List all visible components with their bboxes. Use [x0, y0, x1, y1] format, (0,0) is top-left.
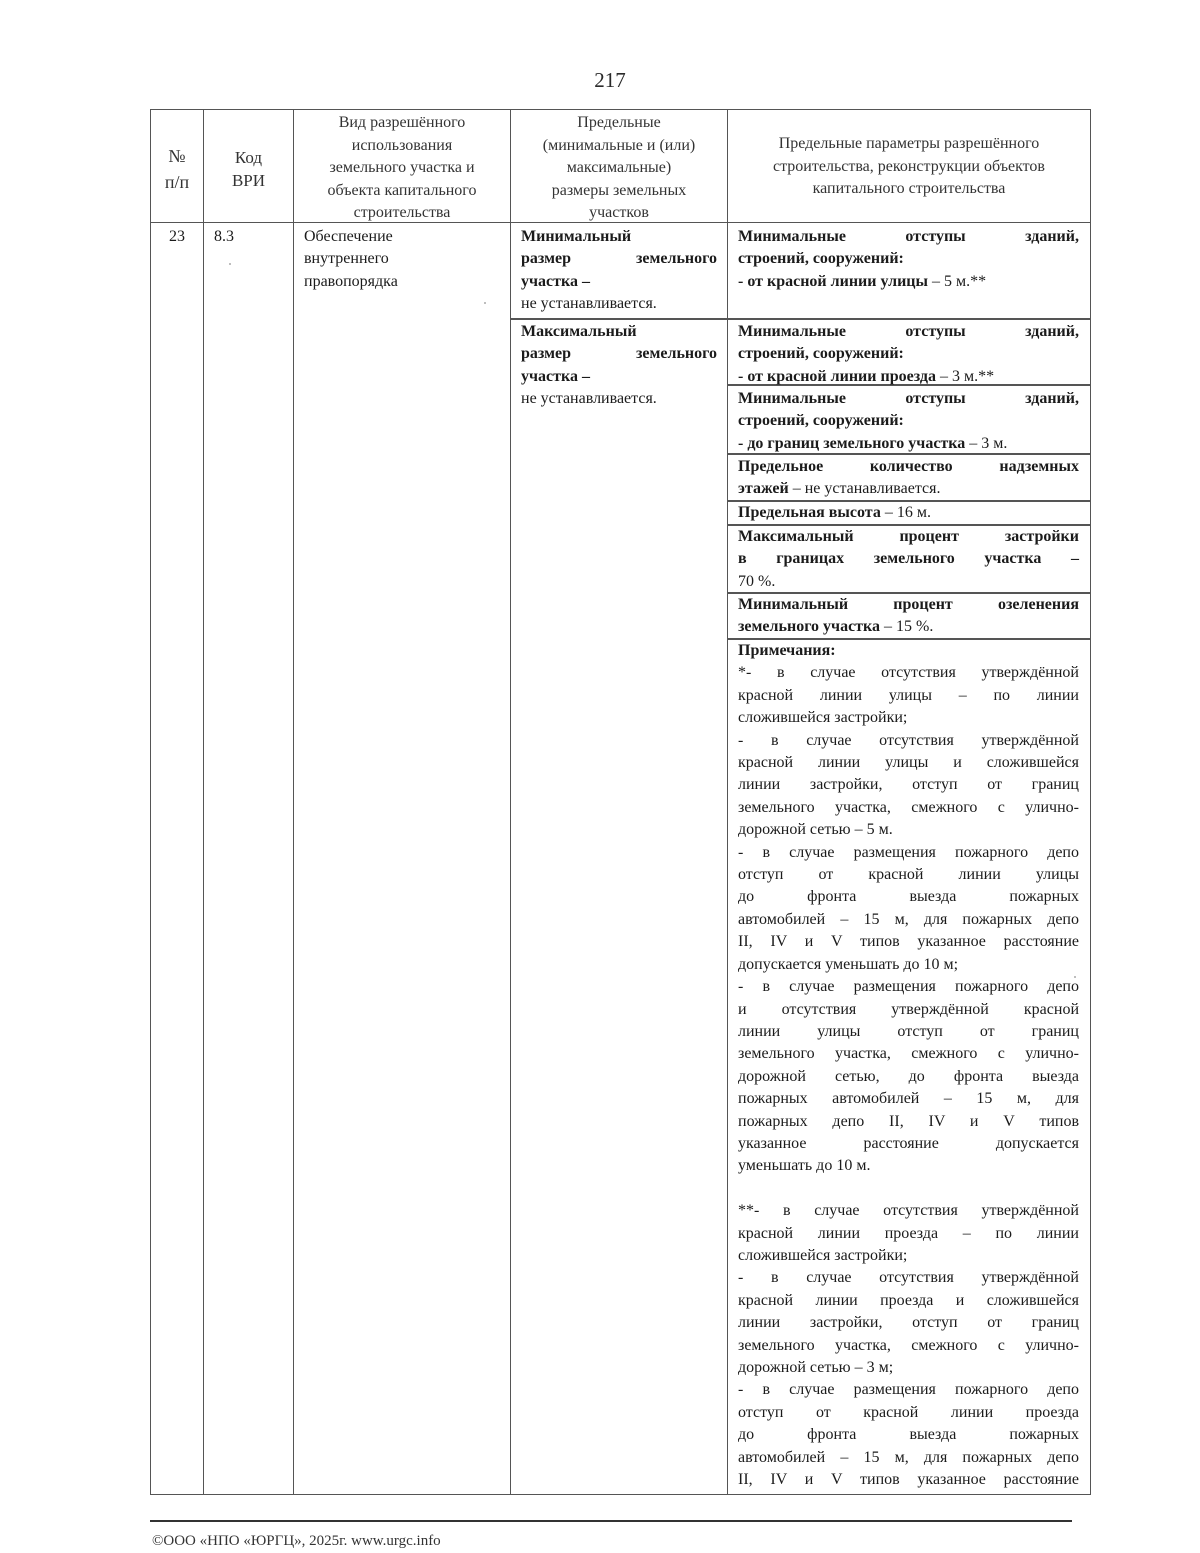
note-line: красной линии проезда и сложившейся — [738, 1291, 1079, 1309]
min-size-title: Минимальный — [521, 228, 632, 245]
param-text: Минимальные отступы зданий, — [738, 390, 1079, 407]
min-size-title: размер земельного — [521, 250, 717, 268]
param-text: – 3 м.** — [935, 367, 995, 385]
param-text: в границах земельного участка – — [738, 550, 1079, 568]
notes-block — [738, 640, 1079, 1491]
param-text: Предельное количество надземных — [738, 458, 1079, 475]
table-border-bottom — [150, 1494, 1091, 1495]
note-line: до фронта выезда пожарных — [738, 1426, 1079, 1444]
note-line: автомобилей – 15 м, для пожарных депо — [738, 910, 1079, 928]
header-sizes — [511, 112, 727, 225]
param-setback-passage — [738, 321, 1079, 388]
table-border-right — [1090, 109, 1091, 1495]
notes-lines — [738, 662, 1079, 1491]
row-name-line: внутреннего — [304, 250, 389, 268]
param-text: – 15 %. — [880, 618, 934, 636]
row-code: 8.3 — [214, 228, 234, 245]
note-line: линии застройки, отступ от границ — [738, 776, 1079, 794]
min-size-cell — [521, 226, 717, 316]
header-text: п/п — [164, 172, 190, 192]
param-text: – 16 м. — [880, 504, 931, 521]
header-text: капитального строительства — [812, 180, 1006, 198]
param-floors — [738, 456, 1079, 501]
column-divider — [727, 109, 728, 1495]
note-line: пожарных автомобилей – 15 м, для — [738, 1090, 1079, 1108]
row-name-line: правопорядка — [304, 272, 398, 290]
note-line — [738, 1178, 1079, 1200]
note-line: - в случае размещения пожарного депо — [738, 978, 1079, 996]
note-line: дорожной сетью – 5 м. — [738, 821, 893, 839]
note-line: пожарных депо II, IV и V типов — [738, 1112, 1079, 1130]
row-name-line: Обеспечение — [304, 228, 393, 245]
param-text: Минимальные отступы зданий, — [738, 323, 1079, 340]
note-line: II, IV и V типов указанное расстояние — [738, 933, 1079, 951]
max-size-value: не устанавливается. — [521, 390, 657, 408]
min-size-value: не устанавливается. — [521, 295, 657, 313]
param-text: Минимальный процент озеленения — [738, 596, 1079, 613]
notes-title: Примечания: — [738, 642, 836, 659]
row-name — [304, 226, 504, 293]
param-text: – 5 м.** — [928, 272, 987, 290]
note-line: указанное расстояние допускается — [738, 1134, 1079, 1152]
scan-speck — [1074, 976, 1076, 978]
param-text: Минимальные отступы зданий, — [738, 228, 1079, 245]
note-line: линии улицы отступ от границ — [738, 1022, 1079, 1040]
param-text: - от красной линии проезда — [738, 367, 936, 385]
param-text: 70 %. — [738, 572, 776, 590]
note-line: сложившейся застройки; — [738, 1246, 908, 1264]
param-setback-street — [738, 226, 1079, 293]
note-line: **- в случае отсутствия утверждённой — [738, 1202, 1079, 1220]
scan-speck — [484, 302, 486, 304]
note-line: красной линии проезда – по линии — [738, 1224, 1079, 1242]
column-divider — [203, 109, 204, 1495]
param-text: – не устанавливается. — [788, 480, 941, 498]
param-text: – 3 м. — [965, 434, 1008, 452]
note-line: земельного участка, смежного с улично- — [738, 798, 1079, 816]
header-text: Предельные — [577, 114, 661, 131]
note-line: дорожной сетью, до фронта выезда — [738, 1067, 1079, 1085]
note-line: до фронта выезда пожарных — [738, 888, 1079, 906]
note-line: *- в случае отсутствия утверждённой — [738, 664, 1079, 682]
note-line: допускается уменьшать до 10 м; — [738, 955, 959, 973]
param-text: Предельная высота — [738, 504, 881, 521]
row-num: 23 — [169, 228, 185, 245]
header-text: строительства — [353, 204, 451, 222]
footer-rule — [150, 1520, 1072, 1522]
header-text: размеры земельных — [551, 181, 687, 199]
param-text: строений, сооружений: — [738, 250, 904, 268]
header-text: Предельные параметры разрешённого — [778, 135, 1040, 152]
max-size-cell — [521, 321, 717, 411]
param-greening — [738, 594, 1079, 639]
table-border-left — [150, 109, 151, 1495]
header-text: земельного участка и — [329, 159, 475, 177]
header-text: максимальные) — [566, 159, 672, 177]
param-text: земельного участка — [738, 618, 881, 636]
note-line: сложившейся застройки; — [738, 709, 908, 727]
note-line: земельного участка, смежного с улично- — [738, 1336, 1079, 1354]
max-size-title: размер земельного — [521, 345, 717, 363]
param-text: - до границ земельного участка — [738, 434, 966, 452]
header-text: Вид разрешённого — [338, 114, 466, 131]
param-height — [738, 502, 1079, 524]
param-text: этажей — [738, 480, 789, 498]
param-coverage — [738, 526, 1079, 593]
row-divider — [510, 318, 1091, 320]
note-line: - в случае размещения пожарного депо — [738, 843, 1079, 861]
column-divider — [293, 109, 294, 1495]
note-line: красной линии улицы – по линии — [738, 686, 1079, 704]
param-setback-boundary — [738, 388, 1079, 455]
param-text: Максимальный процент застройки — [738, 528, 1079, 545]
note-line: красной линии улицы и сложившейся — [738, 754, 1079, 772]
note-line: дорожной сетью – 3 м; — [738, 1358, 894, 1376]
min-size-title: участка – — [521, 272, 590, 290]
note-line: отступ от красной линии проезда — [738, 1403, 1079, 1421]
header-text: Код — [234, 148, 263, 167]
table-border-top — [150, 109, 1091, 110]
scan-speck — [229, 263, 231, 265]
param-text: - от красной линии улицы — [738, 272, 928, 290]
note-line: отступ от красной линии улицы — [738, 866, 1079, 884]
note-line: - в случае отсутствия утверждённой — [738, 731, 1079, 749]
column-divider — [510, 109, 511, 1495]
header-text: ВРИ — [231, 171, 266, 190]
header-text: объекта капитального — [327, 181, 477, 199]
header-text: № — [168, 146, 186, 166]
max-size-title: участка – — [521, 367, 590, 385]
header-vri — [294, 112, 510, 225]
param-text: строений, сооружений: — [738, 412, 904, 430]
regulations-table — [150, 109, 1091, 1495]
header-text: участков — [589, 204, 649, 222]
header-text: (минимальные и (или) — [542, 136, 696, 154]
note-line: - в случае отсутствия утверждённой — [738, 1269, 1079, 1287]
note-line: линии застройки, отступ от границ — [738, 1314, 1079, 1332]
note-line: II, IV и V типов указанное расстояние — [738, 1471, 1079, 1489]
header-text: строительства, реконструкции объектов — [773, 157, 1045, 175]
header-code — [204, 146, 293, 192]
note-line: уменьшать до 10 м. — [738, 1157, 871, 1175]
footer-text: ©ООО «НПО «ЮРГЦ», 2025г. www.urgc.info — [152, 1533, 441, 1549]
note-line: и отсутствия утверждённой красной — [738, 1000, 1079, 1018]
max-size-title: Максимальный — [521, 323, 637, 340]
page-number: 217 — [594, 68, 626, 92]
note-line: - в случае размещения пожарного депо — [738, 1381, 1079, 1399]
header-num — [151, 143, 203, 195]
note-line: автомобилей – 15 м, для пожарных депо — [738, 1448, 1079, 1466]
header-params — [728, 133, 1090, 201]
param-text: строений, сооружений: — [738, 345, 904, 363]
note-line: земельного участка, смежного с улично- — [738, 1045, 1079, 1063]
header-text: использования — [351, 136, 453, 154]
